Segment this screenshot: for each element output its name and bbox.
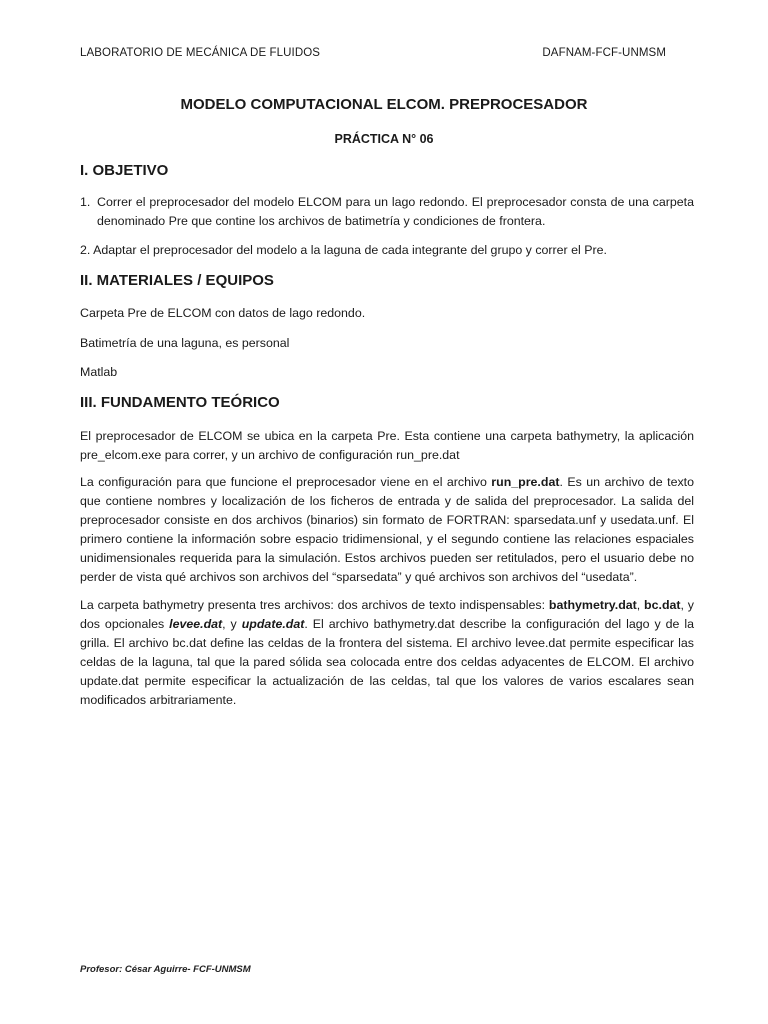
footer-professor: Profesor: César Aguirre- FCF-UNMSM [80, 964, 251, 975]
paragraph-3 [80, 596, 694, 710]
bold-filename: run_pre.dat [491, 475, 560, 489]
text-run: . El archivo bathymetry.dat describe la configuración del lago y de la grilla. El archivo bc.dat define las celdas de la frontera del sistema. El archivo levee.dat permite especificar las celdas de la laguna, tal que la pared sólida sea colocada entre dos celdas adyacentes de ELCOM. El archivo update.dat permite especificar la actualización de las celdas, tal que los valores de varios escalares sean modificados arbitrariamente. [80, 617, 694, 707]
text-run: La configuración para que funcione el preprocesador viene en el archivo [80, 475, 492, 489]
section-heading-materiales: II. MATERIALES / EQUIPOS [80, 272, 274, 289]
bold-italic-filename: levee.dat [169, 617, 223, 631]
bold-filename: bathymetry.dat [548, 598, 637, 612]
text-run: La carpeta bathymetry presenta tres archivos: dos archivos de texto indispensables: [80, 598, 549, 612]
header-lab-name: LABORATORIO DE MECÁNICA DE FLUIDOS [80, 47, 321, 59]
objective-item-1 [80, 193, 694, 231]
material-item: Batimetría de una laguna, es personal [80, 336, 290, 350]
header-department: DAFNAM-FCF-UNMSM [542, 47, 666, 59]
bold-italic-filename: update.dat [241, 617, 305, 631]
bold-filename: bc.dat [644, 598, 681, 612]
list-number: 1. [80, 195, 91, 209]
text-run: . Es un archivo de texto que contiene nombres y localización de los ficheros de entrada y de salida del preprocesador. La salida del preprocesador consiste en dos archivos (binarios) sin formato de FORTRAN: sparsedata.unf y usedata.unf. El primero contiene la información sobre espacio tridimensional, y el segundo contiene las relaciones espaciales unidimensionales requerida para la simulación. Estos archivos pueden ser retitulados, pero el usuario debe no perder de vista qué archivos son archivos del “sparsedata” y qué archivos son archivos del “usedata”. [80, 475, 694, 584]
text-run: , y dos opcionales [80, 598, 694, 631]
section-heading-fundamento: III. FUNDAMENTO TEÓRICO [80, 394, 280, 411]
practice-number: PRÁCTICA N° 06 [334, 132, 434, 146]
objective-item-2: 2. Adaptar el preprocesador del modelo a la laguna de cada integrante del grupo y correr el Pre. [80, 243, 607, 257]
paragraph-2 [80, 473, 694, 587]
section-heading-objetivo: I. OBJETIVO [80, 162, 169, 179]
text-run: , y [222, 617, 242, 631]
document-title: MODELO COMPUTACIONAL ELCOM. PREPROCESADOR [180, 96, 588, 113]
text-run: , [636, 598, 645, 612]
material-item: Matlab [80, 365, 118, 379]
paragraph-1: El preprocesador de ELCOM se ubica en la carpeta Pre. Esta contiene una carpeta bathymetry, la aplicación pre_elcom.exe para correr, y un archivo de configuración run_pre.dat [80, 429, 694, 462]
list-item-text: Correr el preprocesador del modelo ELCOM para un lago redondo. El preprocesador consta de una carpeta denominado Pre que contine los archivos de batimetría y condiciones de frontera. [97, 195, 694, 228]
material-item: Carpeta Pre de ELCOM con datos de lago redondo. [80, 306, 366, 320]
